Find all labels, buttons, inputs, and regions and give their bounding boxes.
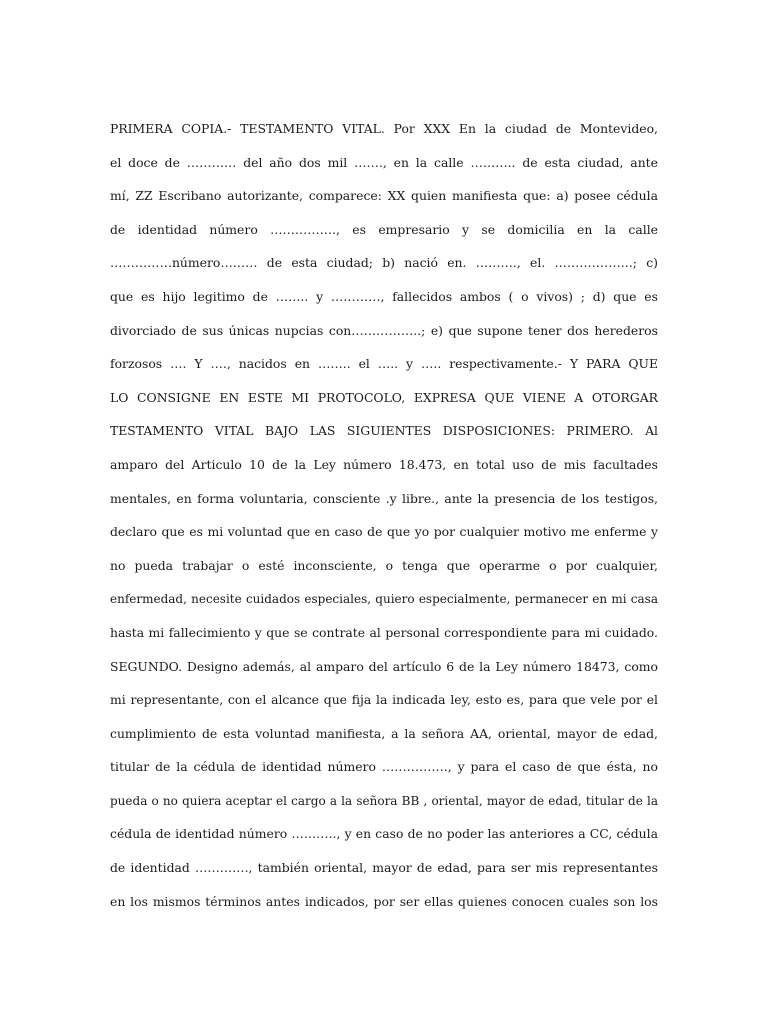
text-line: titular de la cédula de identidad número ……………., y para el caso de que ésta, no — [110, 759, 658, 775]
text-line: divorciado de sus únicas nupcias con……………..; e) que supone tener dos herederos — [110, 322, 658, 338]
text-line: de identidad …………., también oriental, mayor de edad, para ser mis representantes — [110, 860, 658, 876]
text-line: en los mismos términos antes indicados, por ser ellas quienes conocen cuales son los — [110, 893, 658, 909]
text-line: ……………número……… de esta ciudad; b) nació en. ………., el. ……………….; c) — [110, 255, 658, 271]
text-line: amparo del Articulo 10 de la Ley número 18.473, en total uso de mis facultades — [110, 456, 658, 472]
text-line: hasta mi fallecimiento y que se contrate al personal correspondiente para mi cuidado. — [110, 624, 658, 640]
text-line: el doce de ………… del año dos mil ……., en la calle ……….. de esta ciudad, ante — [110, 154, 658, 170]
text-line: TESTAMENTO VITAL BAJO LAS SIGUIENTES DISPOSICIONES: PRIMERO. Al — [110, 423, 658, 439]
text-line: de identidad número ……………., es empresario y se domicilia en la calle — [110, 221, 658, 237]
text-line: que es hijo legitimo de …….. y …………, fallecidos ambos ( o vivos) ; d) que es — [110, 288, 658, 304]
text-line: LO CONSIGNE EN ESTE MI PROTOCOLO, EXPRESA QUE VIENE A OTORGAR — [110, 389, 658, 405]
text-line: mentales, en forma voluntaria, consciente .y libre., ante la presencia de los testigos, — [110, 490, 658, 506]
text-line: forzosos …. Y …., nacidos en …….. el ….. y ….. respectivamente.- Y PARA QUE — [110, 356, 658, 372]
text-line: cédula de identidad número ……….., y en caso de no poder las anteriores a CC, cédula — [110, 826, 658, 842]
text-line: no pueda trabajar o esté inconsciente, o tenga que operarme o por cualquier, — [110, 557, 658, 573]
text-line: mi representante, con el alcance que fija la indicada ley, esto es, para que vele por el — [110, 692, 658, 708]
text-line: SEGUNDO. Designo además, al amparo del artículo 6 de la Ley número 18473, como — [110, 658, 658, 674]
text-line: enfermedad, necesite cuidados especiales, quiero especialmente, permanecer en mi casa — [110, 592, 658, 607]
text-line: PRIMERA COPIA.- TESTAMENTO VITAL. Por XXX En la ciudad de Montevideo, — [110, 121, 658, 136]
text-line: pueda o no quiera aceptar el cargo a la señora BB , oriental, mayor de edad, titular de la — [110, 793, 658, 808]
document-body — [110, 118, 658, 924]
text-line: declaro que es mi voluntad que en caso de que yo por cualquier motivo me enferme y — [110, 524, 658, 540]
text-line: mí, ZZ Escribano autorizante, comparece: XX quien manifiesta que: a) posee cédula — [110, 188, 658, 204]
text-line: cumplimiento de esta voluntad manifiesta, a la señora AA, oriental, mayor de edad, — [110, 725, 658, 741]
